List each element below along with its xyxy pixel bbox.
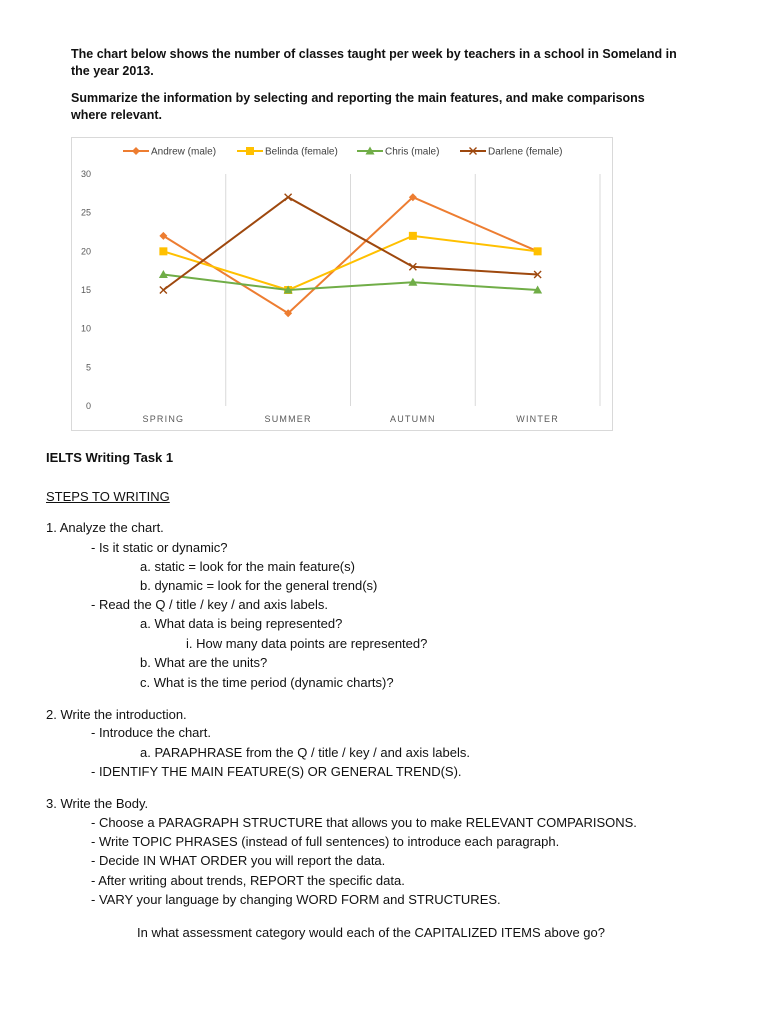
x-tick-label: SUMMER <box>264 414 312 424</box>
step-2-item-a: - Introduce the chart. <box>91 725 211 740</box>
y-tick-label: 20 <box>80 246 91 257</box>
step-1-item-b1: a. What data is being represented? <box>140 616 343 631</box>
prompt-line-4: where relevant. <box>71 108 163 122</box>
step-3: 3. Write the Body. <box>46 796 149 811</box>
line-chart <box>71 137 613 431</box>
step-1-item-b3: c. What is the time period (dynamic charts)? <box>140 675 394 690</box>
x-tick-label: AUTUMN <box>390 414 436 424</box>
step-2-item-b: - IDENTIFY THE MAIN FEATURE(S) OR GENERAL TREND(S). <box>91 764 462 779</box>
task-prompt <box>71 46 711 80</box>
closing-question: In what assessment category would each of the CAPITALIZED ITEMS above go? <box>137 925 605 940</box>
prompt-line-1: The chart below shows the number of classes taught per week by teachers in a school in Someland in <box>71 47 677 61</box>
data-point <box>409 232 417 240</box>
prompt-line-2: the year 2013. <box>71 64 154 78</box>
step-1-item-b2: b. What are the units? <box>140 655 268 670</box>
data-point <box>285 194 292 201</box>
step-1-item-b1i: i. How many data points are represented? <box>186 636 428 651</box>
y-tick-label: 5 <box>85 362 91 373</box>
prompt-line-3: Summarize the information by selecting and reporting the main features, and make comparisons <box>71 91 645 105</box>
step-1-item-b: - Read the Q / title / key / and axis labels. <box>91 597 329 612</box>
y-tick-label: 30 <box>80 169 91 179</box>
data-point <box>160 287 167 294</box>
legend-label: Belinda (female) <box>265 146 338 158</box>
step-1: 1. Analyze the chart. <box>46 520 164 535</box>
data-point <box>159 247 167 255</box>
y-tick-label: 15 <box>80 285 91 295</box>
y-tick-label: 25 <box>80 207 91 218</box>
legend-label: Darlene (female) <box>488 146 563 158</box>
step-1-item-a1: a. static = look for the main feature(s) <box>140 559 355 574</box>
step-2: 2. Write the introduction. <box>46 707 187 722</box>
x-tick-label: WINTER <box>516 414 559 424</box>
task-instruction <box>71 90 711 124</box>
step-3-item-d: - After writing about trends, REPORT the specific data. <box>91 873 405 888</box>
step-1-item-a2: b. dynamic = look for the general trend(s) <box>140 578 378 593</box>
x-tick-label: SPRING <box>142 414 185 424</box>
y-tick-label: 0 <box>85 401 91 411</box>
legend-marker <box>246 147 254 155</box>
steps-title: STEPS TO WRITING <box>46 489 170 504</box>
step-2-item-a1: a. PARAPHRASE from the Q / title / key / and axis labels. <box>140 745 470 760</box>
legend-marker <box>132 147 140 155</box>
step-3-item-a: - Choose a PARAGRAPH STRUCTURE that allows you to make RELEVANT COMPARISONS. <box>91 815 637 830</box>
legend-label: Andrew (male) <box>151 146 217 158</box>
step-3-item-b: - Write TOPIC PHRASES (instead of full sentences) to introduce each paragraph. <box>91 834 560 849</box>
data-point <box>534 247 542 255</box>
step-3-item-e: - VARY your language by changing WORD FORM and STRUCTURES. <box>91 892 501 907</box>
legend-label: Chris (male) <box>385 146 440 158</box>
y-tick-label: 10 <box>80 323 91 334</box>
step-3-item-c: - Decide IN WHAT ORDER you will report the data. <box>91 853 386 868</box>
step-1-item-a: - Is it static or dynamic? <box>91 540 228 555</box>
chart-canvas <box>72 138 612 430</box>
doc-heading: IELTS Writing Task 1 <box>46 450 174 465</box>
